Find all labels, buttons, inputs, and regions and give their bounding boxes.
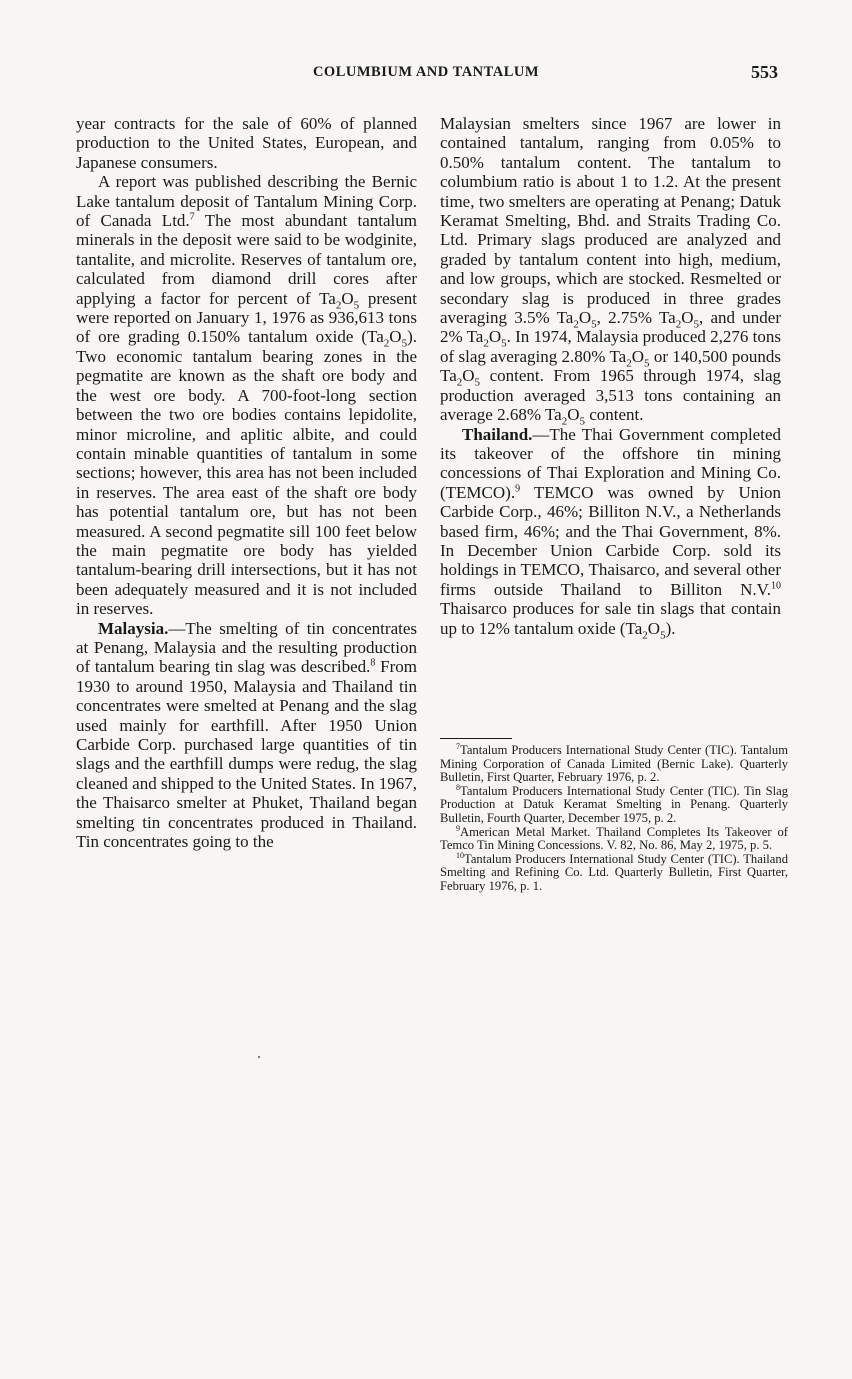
footnote: $^{10}$Tantalum Producers International Study Center (TIC). Thailand Smelting and Refining Co. Ltd. Quarterly Bulletin, First Quarter, February 1976, p. 1. (440, 850, 788, 893)
footnote-ref-10: 10 (771, 580, 781, 592)
page-number: 553 (751, 62, 778, 82)
scan-speck (258, 1056, 260, 1058)
footnotes (440, 738, 788, 894)
paragraph-malaysia: Malaysia.—The smelting of tin concentrates at Penang, Malaysia and the resulting production of tantalum bearing tin slag was described.$^8$ From 1930 to around 1950, Malaysia and Thailand tin concentrates were smelted at Penang and the slag used mainly for earthfill. After 1950 Union Carbide Corp. purchased large quantities of tin slags and the earthfill dumps were redug, the slag cleaned and shipped to the United States. In 1967, the Thaisarco smelter at Phuket, Thailand began smelting tin concentrates produced in Thailand. Tin concentrates going to the (76, 618, 417, 852)
footnote-ref-8: 8 (370, 657, 376, 669)
paragraph-thailand: Thailand.—The Thai Government completed its takeover of the offshore tin mining concessions of Thai Exploration and Mining Co. (TEMCO).$^9$ TEMCO was owned by Union Carbide Corp., 46%; Billiton N.V., a Netherlands based firm, 46%; and the Thai Government, 8%. In December Union Carbide Corp. sold its holdings in TEMCO, Thaisarco, and several other firms outside Thailand to Billiton N.V.$^{10}$ Thaisarco produces for sale tin slags that contain up to 12% tantalum oxide $(Ta_2O_5)$. (440, 424, 781, 641)
paragraph-bernic-lake: A report was published describing the Bernic Lake tantalum deposit of Tantalum Mining Corp. of Canada Ltd.$^7$ The most abundant tantalum minerals in the deposit were said to be wodginite, tantalite, and microlite. Reserves of tantalum ore, calculated from diamond drill cores after applying a factor for percent of $Ta_2O_5$ present were reported on January 1, 1976 as 936,613 tons of ore grading 0.150% tantalum oxide $(Ta_2O_5)$. Two economic tantalum bearing zones in the pegmatite are known as the shaft ore body and the west ore body. A 700-foot-long section between the two ore bodies contains lepidolite, minor microline, and aplitic albite, and could contain minable quantities of tantalum in some sections; however, this area has not been included in reserves. The area east of the shaft ore body has potential tantalum ore, but has not been measured. A second pegmatite sill 100 feet below the main pegmatite ore body has yielded tantalum-bearing drill intersections, but it has not been adequately measured and it is not included in reserves. (76, 172, 417, 619)
footnote-ref-9: 9 (515, 483, 521, 495)
section-head-thailand: Thailand. (462, 424, 533, 444)
footnote-ref-7: 7 (189, 211, 195, 223)
footnote-rule (440, 738, 512, 739)
left-column (76, 114, 417, 851)
footnote: $^7$Tantalum Producers International Study Center (TIC). Tantalum Mining Corporation of Canada Limited (Bernic Lake). Quarterly Bulletin, First Quarter, February 1976, p. 2. (440, 741, 788, 785)
paragraph-contracts: year contracts for the sale of 60% of planned production to the United States, European, and Japanese consumers. (76, 114, 417, 172)
section-head-malaysia: Malaysia. (98, 618, 169, 638)
page-header (0, 62, 852, 86)
paragraph-malaysian-smelters: Malaysian smelters since 1967 are lower in contained tantalum, ranging from 0.05% to 0.50% tantalum content. The tantalum to columbium ratio is about 1 to 1.2. At the present time, two smelters are operating at Penang; Datuk Keramat Smelting, Bhd. and Straits Trading Co. Ltd. Primary slags produced are analyzed and graded by tantalum content into high, medium, and low groups, which are stocked. Resmelted or secondary slag is produced in three grades averaging 3.5% $Ta_2O_5$, 2.75% $Ta_2O_5$, and under 2% $Ta_2O_5$. In 1974, Malaysia produced 2,276 tons of slag averaging 2.80% $Ta_2O_5$ or 140,500 pounds $Ta_2O_5$ content. From 1965 through 1974, slag production averaged 3,513 tons containing an average 2.68% $Ta_2O_5$ content. (440, 114, 781, 428)
running-title: COLUMBIUM AND TANTALUM (312, 64, 540, 80)
footnote: $^9$American Metal Market. Thailand Completes Its Takeover of Temco Tin Mining Concessions. V. 82, No. 86, May 2, 1975, p. 5. (440, 823, 788, 853)
footnote: $^8$Tantalum Producers International Study Center (TIC). Tin Slag Production at Datuk Keramat Smelting in Penang. Quarterly Bulletin, Fourth Quarter, December 1975, p. 2. (440, 782, 788, 825)
right-column (440, 114, 781, 641)
